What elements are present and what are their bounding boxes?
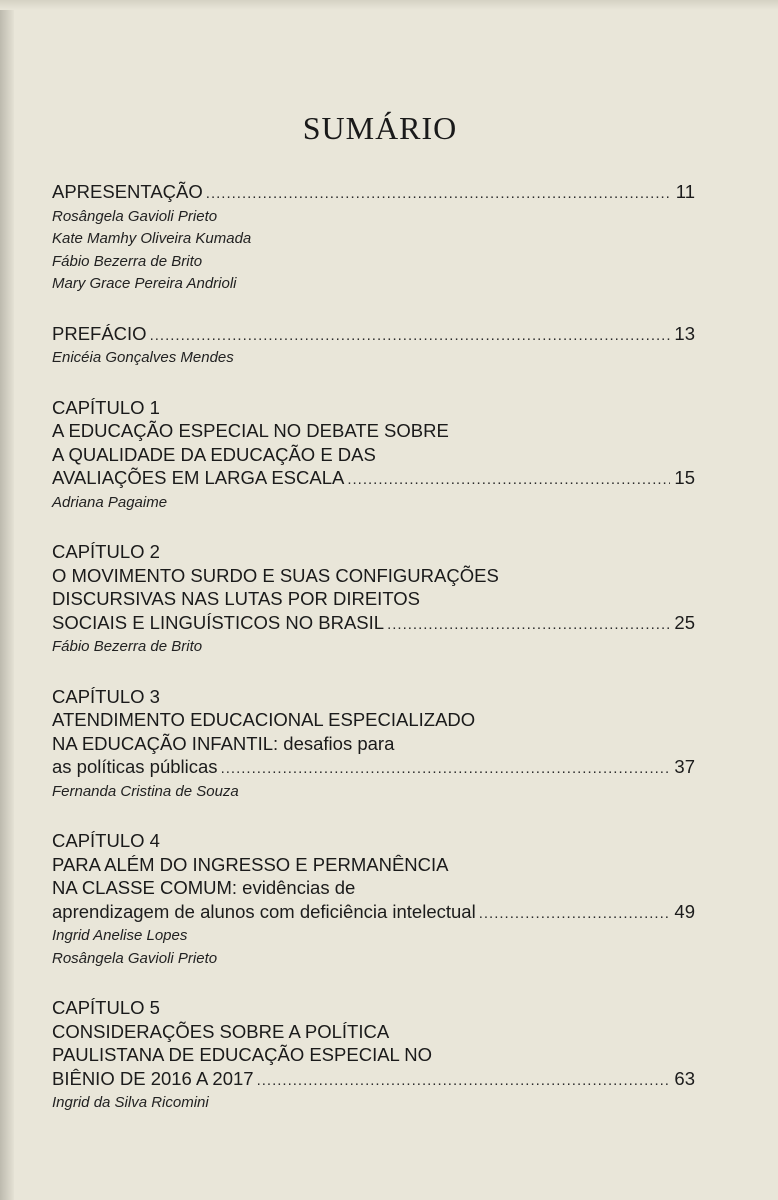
page-number: 49 [674,900,695,922]
dot-leader [347,468,670,492]
toc-entry-line[interactable] [52,1067,695,1093]
toc-entry-title: SOCIAIS E LINGUÍSTICOS NO BRASIL [52,611,385,633]
author: Enicéia Gonçalves Mendes [52,349,234,366]
dot-leader [387,613,670,637]
table-of-contents [52,180,695,1141]
toc-entry-title: PREFÁCIO [52,322,147,344]
chapter-title-line: NA CLASSE COMUM: evidências de [52,877,356,898]
page-top-edge [0,0,778,10]
page-binding-edge [0,0,14,1200]
page-number: 15 [674,467,695,488]
dot-leader [206,182,672,206]
page-number: 25 [674,611,695,633]
toc-entry-apresentacao[interactable] [52,180,695,296]
toc-entry-line[interactable] [52,322,695,348]
toc-entry-capitulo-3[interactable] [52,685,695,804]
chapter-label: CAPÍTULO 3 [52,685,160,707]
toc-entry-line[interactable] [52,755,695,781]
toc-entry-line[interactable] [52,900,695,926]
chapter-title-line: A QUALIDADE DA EDUCAÇÃO E DAS [52,443,376,465]
toc-entry-capitulo-4[interactable] [52,829,695,970]
dot-leader [221,757,671,781]
toc-entry-prefacio[interactable] [52,322,695,370]
toc-entry-title: BIÊNIO DE 2016 A 2017 [52,1067,254,1089]
page-number: 13 [674,322,695,344]
chapter-title-line: DISCURSIVAS NAS LUTAS POR DIREITOS [52,588,421,609]
chapter-title-line: A EDUCAÇÃO ESPECIAL NO DEBATE SOBRE [52,420,449,441]
toc-entry-title: APRESENTAÇÃO [52,181,203,202]
chapter-title-line: CONSIDERAÇÕES SOBRE A POLÍTICA [52,1020,390,1042]
author: Ingrid Anelise Lopes [52,927,188,944]
author: Fábio Bezerra de Brito [52,638,203,655]
toc-entry-title: as políticas públicas [52,756,218,777]
chapter-label: CAPÍTULO 2 [52,541,160,562]
page-number: 11 [675,181,695,202]
author: Fábio Bezerra de Brito [52,252,203,270]
chapter-title-line: PARA ALÉM DO INGRESSO E PERMANÊNCIA [52,853,449,875]
chapter-label: CAPÍTULO 4 [52,830,160,851]
chapter-title-line: ATENDIMENTO EDUCACIONAL ESPECIALIZADO [52,709,476,730]
author: Rosângela Gavioli Prieto [52,207,218,225]
dot-leader [257,1069,671,1093]
toc-entry-capitulo-2[interactable] [52,540,695,659]
chapter-title-line: O MOVIMENTO SURDO E SUAS CONFIGURAÇÕES [52,564,499,586]
author: Mary Grace Pereira Andrioli [52,275,237,292]
dot-leader [479,902,671,926]
toc-entry-line[interactable] [52,466,695,492]
author: Rosângela Gavioli Prieto [52,949,218,967]
toc-entry-line[interactable] [52,611,695,637]
page-number: 63 [674,1067,695,1089]
dot-leader [150,324,671,348]
toc-entry-capitulo-5[interactable] [52,996,695,1115]
author: Kate Mamhy Oliveira Kumada [52,230,252,247]
chapter-title-line: NA EDUCAÇÃO INFANTIL: desafios para [52,732,395,754]
author: Adriana Pagaime [52,493,168,511]
page-title: SUMÁRIO [302,110,458,146]
author: Fernanda Cristina de Souza [52,782,239,800]
toc-entry-capitulo-1[interactable] [52,396,695,515]
toc-entry-title: AVALIAÇÕES EM LARGA ESCALA [52,467,345,488]
author: Ingrid da Silva Ricomini [52,1094,209,1111]
chapter-label: CAPÍTULO 5 [52,997,160,1018]
toc-entry-line[interactable] [52,180,695,206]
toc-entry-title: aprendizagem de alunos com deficiência intelectual [52,900,476,922]
chapter-label: CAPÍTULO 1 [52,396,160,418]
page-number: 37 [674,756,695,777]
chapter-title-line: PAULISTANA DE EDUCAÇÃO ESPECIAL NO [52,1044,433,1065]
